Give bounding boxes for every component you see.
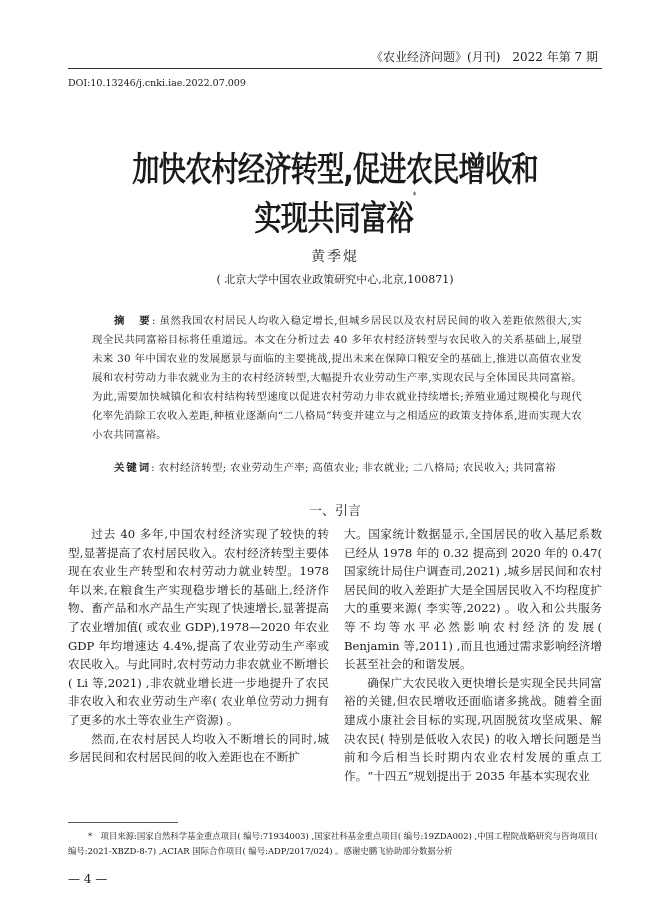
title-footnote-mark: * [412,191,416,201]
doi: DOI:10.13246/j.cnki.iae.2022.07.009 [68,78,246,89]
abstract-text: : 虽然我国农村居民人均收入稳定增长,但城乡居民以及农村居民间的收入差距依然很大,实现全民共同富裕目标将任重道远。本文在分析过去 40 多年农村经济转型与农民收入的关系基础上,展望未来 30 年中国农业的发展愿景与面临的主要挑战,提出未来在保障口粮安全的基础上,推进以高值农业发展和农村劳动力非农就业为主的农村经济转型,大幅提升农业劳动生产率,实现农民与全体国民共同富裕。为此,需要加快城镇化和农村结构转型速度以促进农村劳动力非农就业持续增长;养殖业通过规模化与现代化率先消除工农收入差距,种植业逐渐向“二八格局”转变并建立与之相适应的政策支持体系,进而实现大农小农共同富裕。 [92,315,582,441]
abstract [92,312,582,445]
journal-header: 《农业经济问题》(月刊) 2022 年第 7 期 [371,50,598,64]
keywords-text: : 农村经济转型; 农业劳动生产率; 高值农业; 非农就业; 二八格局; 农民收入; 共同富裕 [151,462,556,474]
section-heading: 一、引言 [308,504,361,519]
header-rule [68,68,602,69]
body-column-left [68,525,329,767]
paragraph: 过去 40 多年,中国农村经济实现了较快的转型,显著提高了农村居民收入。农村经济转型主要体现在农业生产转型和农村劳动力就业转型。1978 年以来,在粮食生产实现稳步增长的基础上,经济作物、畜产品和水产品生产实现了快速增长,显著提高了农业增加值( 或农业 GDP),1978—2020 年农业 GDP 年均增速达 4.4%,提高了农业劳动生产率或农民收入。与此同时,农村劳动力非农就业不断增长( Li 等,2021) ,非农就业增长进一步地提升了农民非农收入和农业劳动生产率( 农业单位劳动力拥有了更多的水土等农业生产资源) 。 [68,527,329,727]
paragraph: 确保广大农民收入更快增长是实现全民共同富裕的关键,但农民增收还面临诸多挑战。随着全面建成小康社会目标的实现,巩固脱贫攻坚成果、解决农民( 特别是低收入农民) 的收入增长问题是当前和今后相当长时期内农业农村发展的重点工作。“十四五”规划提出于 2035 年基本实现农业 [344,675,602,783]
footnote-rule [68,822,178,823]
paper-title [121,142,548,240]
author: 黄季焜 [311,249,359,265]
abstract-label: 摘 要 [114,315,152,327]
page-number: — 4 — [68,872,108,886]
paragraph: 大。国家统计数据显示,全国居民的收入基尼系数已经从 1978 年的 0.32 提高到 2020 年的 0.47( 国家统计局住户调查司,2021) ,城乡居民间和农村居民间的收入差距扩大是全国居民收入不均程度扩大的重要来源( 李实等,2022) 。收入和公共服务等不均等水平必然影响农村经济的发展( Benjamin 等,2011) ,而且也通过需求影响经济增长甚至社会的和谐发展。 [344,527,602,672]
keywords-label: 关键词 [114,462,152,474]
paragraph: 然而,在农村居民人均收入不断增长的同时,城乡居民间和农村居民间的收入差距也在不断扩 [68,731,329,765]
body-column-right [344,525,602,785]
title-text: 加快农村经济转型,促进农民增收和实现共同富裕 [132,150,538,239]
affiliation: ( 北京大学中国农业政策研究中心,北京,100871) [216,273,454,286]
keywords [92,459,582,478]
footnote: * 项目来源:国家自然科学基金重点项目( 编号:71934003) ,国家社科基金重点项目( 编号:19ZDA002) ,中国工程院战略研究与咨询项目( 编号:2021-XBZD-8-7) ,ACIAR 国际合作项目( 编号:ADP/2017/024) 。感谢史鹏飞协助部分数据分析 [68,831,598,856]
